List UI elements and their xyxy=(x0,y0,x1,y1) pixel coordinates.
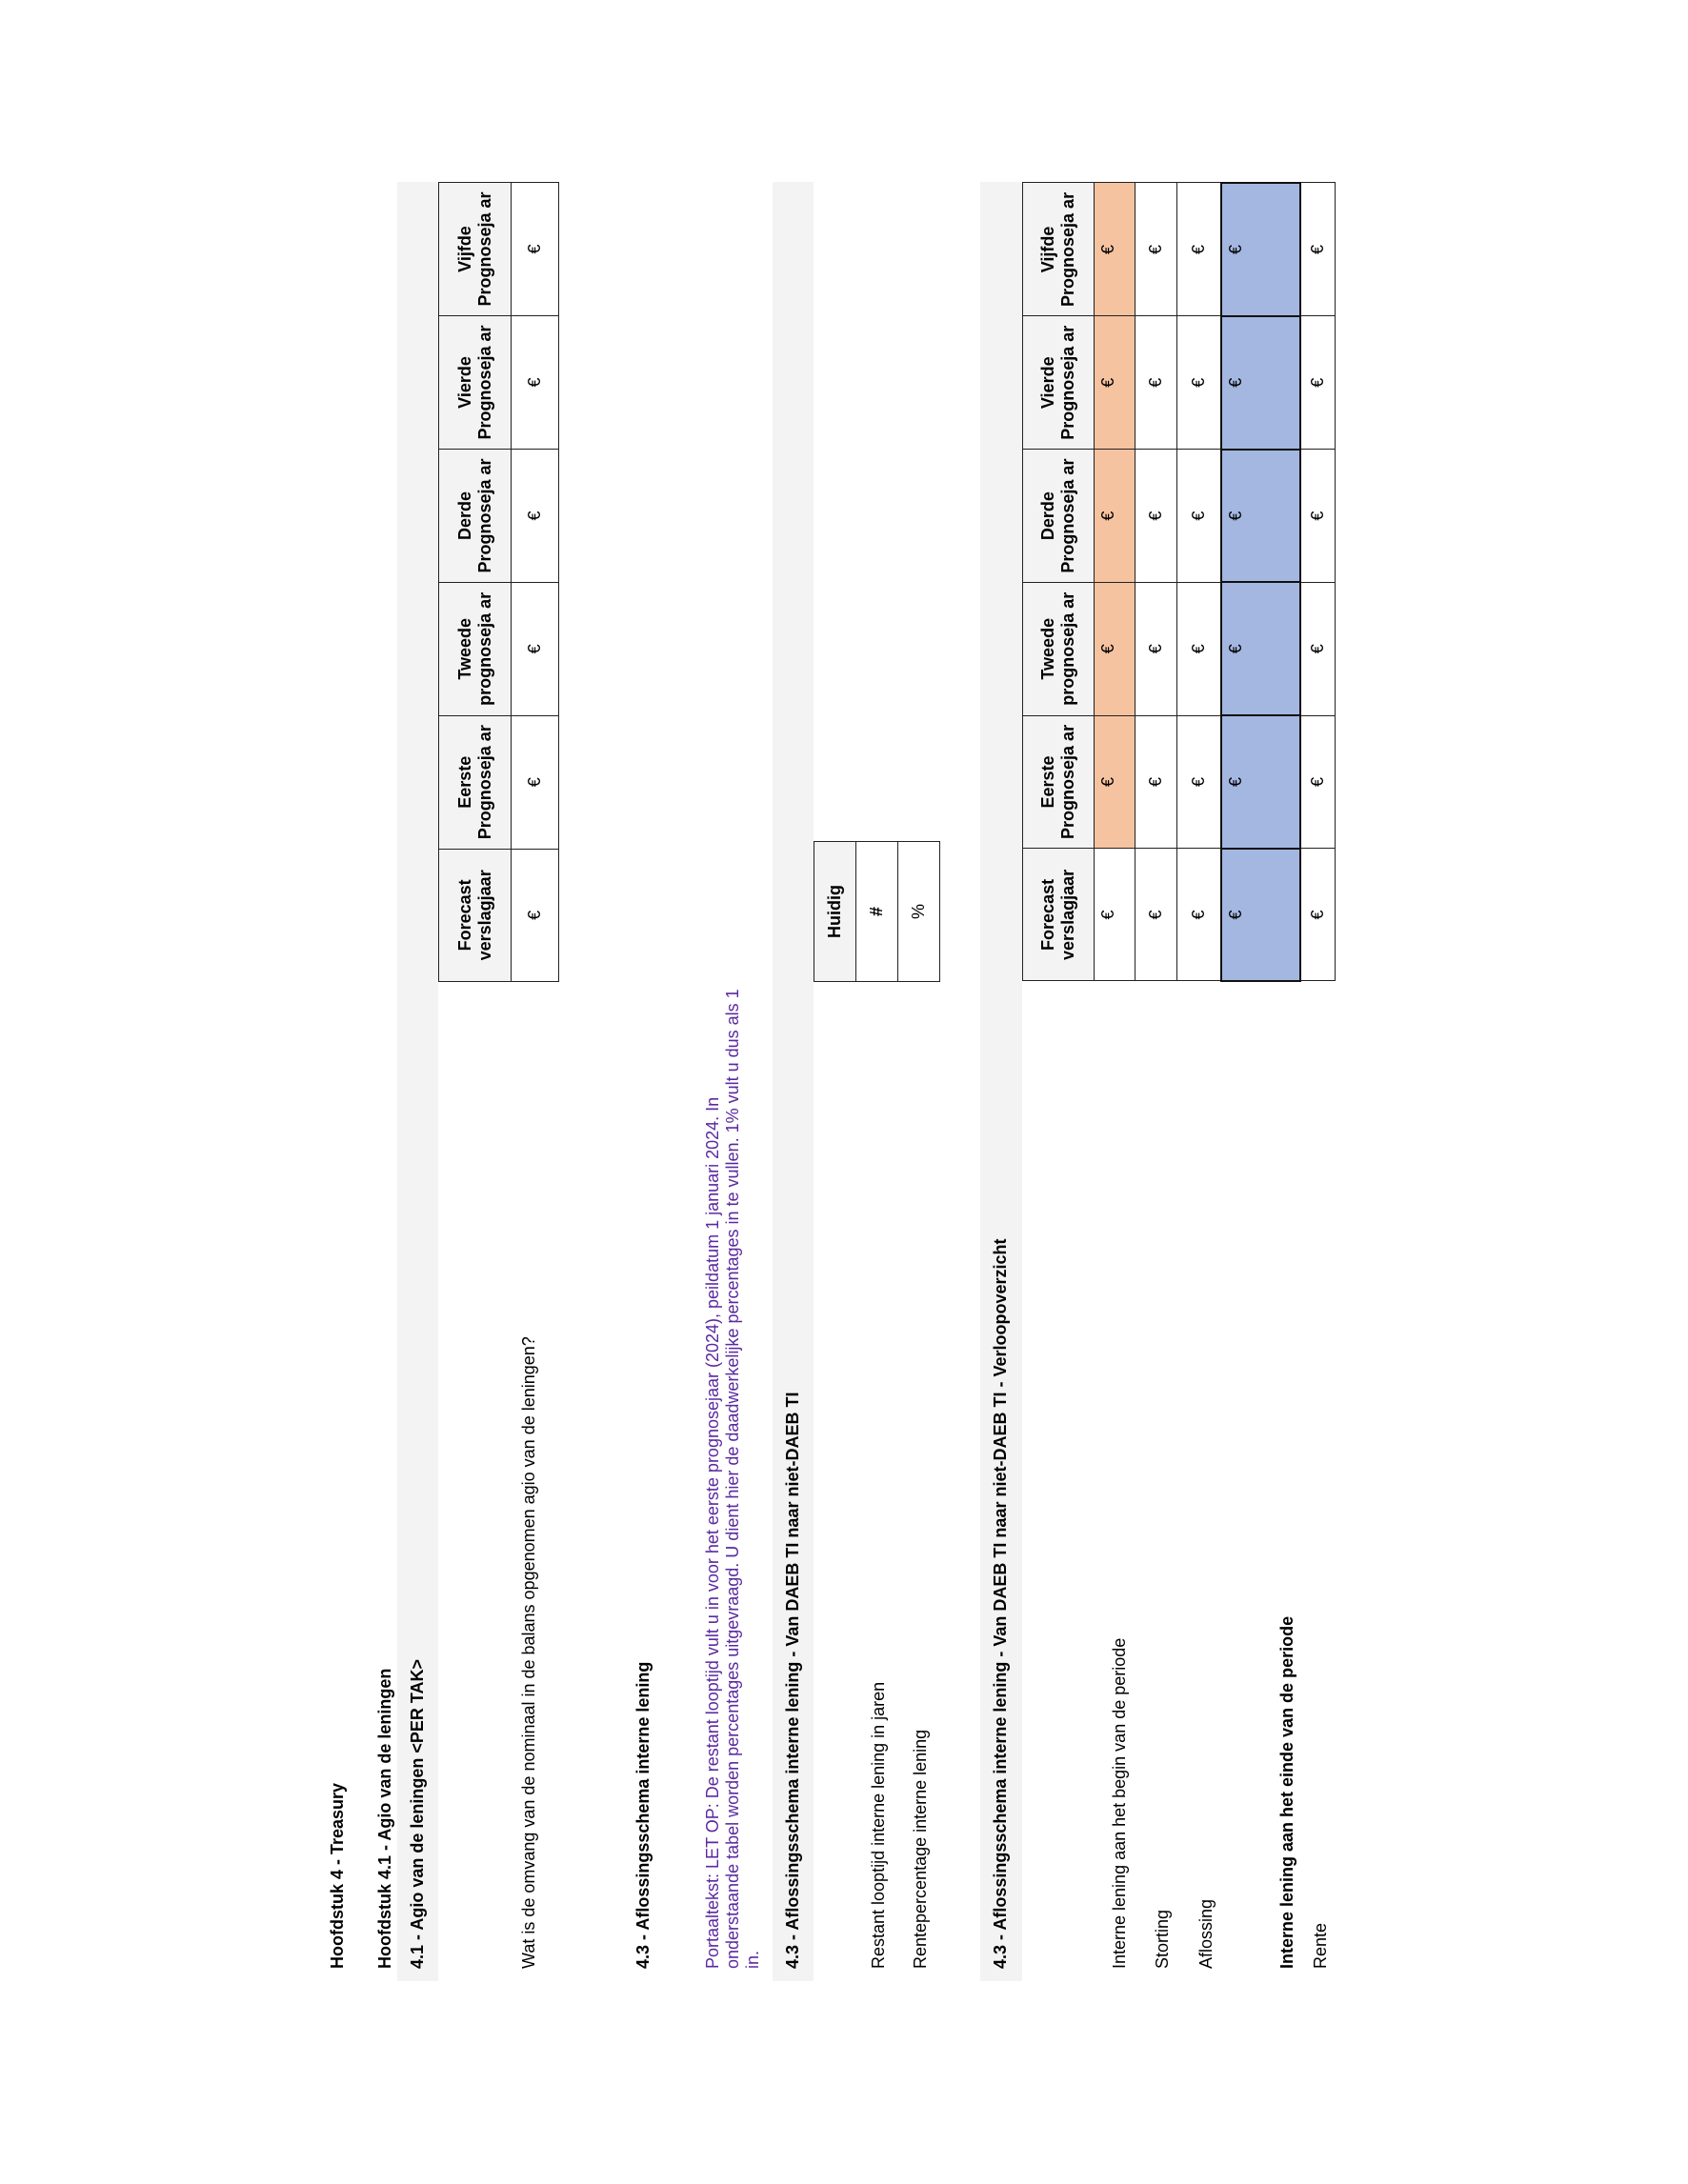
looptijd-input-cell[interactable]: # xyxy=(856,842,898,982)
row-label: Storting xyxy=(1153,1909,1172,1969)
section-43a-band xyxy=(773,182,814,1981)
row-label: Aflossing xyxy=(1196,1898,1216,1969)
table-row xyxy=(1300,183,1336,981)
row-label: Rente xyxy=(1311,1922,1330,1969)
input-cell[interactable]: € xyxy=(1300,849,1336,981)
col-header: Vierde Prognoseja ar xyxy=(1023,316,1095,450)
agio-input-cell[interactable]: € xyxy=(512,183,559,316)
row-label: Rentepercentage interne lening xyxy=(911,1729,930,1969)
input-cell[interactable]: € xyxy=(1177,183,1221,316)
col-header: Vijfde Prognoseja ar xyxy=(439,183,512,316)
agio-input-cell[interactable]: € xyxy=(512,582,559,715)
col-header: Forecast verslagjaar xyxy=(1023,849,1095,981)
input-cell[interactable]: € xyxy=(1095,450,1135,583)
table-row xyxy=(1221,183,1300,981)
calc-cell: € xyxy=(1221,715,1300,849)
input-cell[interactable]: € xyxy=(1135,316,1177,450)
col-header: Forecast verslagjaar xyxy=(439,849,512,981)
input-cell[interactable]: € xyxy=(1135,183,1177,316)
col-header: Eerste Prognoseja ar xyxy=(1023,715,1095,849)
col-header: Tweede prognoseja ar xyxy=(439,582,512,715)
calc-cell: € xyxy=(1221,450,1300,583)
input-cell[interactable]: € xyxy=(1177,849,1221,981)
calc-cell: € xyxy=(1221,849,1300,981)
input-cell[interactable]: € xyxy=(1300,450,1336,583)
col-header: Huidig xyxy=(814,842,856,982)
calc-cell: € xyxy=(1221,582,1300,715)
col-header: Derde Prognoseja ar xyxy=(439,449,512,582)
section-43a-heading: 4.3 - Aflossingsschema interne lening - Van DAEB TI naar niet-DAEB TI xyxy=(783,1392,802,1969)
input-cell[interactable]: € xyxy=(1095,715,1135,849)
input-cell[interactable]: € xyxy=(1177,715,1221,849)
input-cell[interactable]: € xyxy=(1177,450,1221,583)
agio-input-cell[interactable]: € xyxy=(512,715,559,849)
agio-input-cell[interactable]: € xyxy=(512,849,559,981)
col-header: Eerste Prognoseja ar xyxy=(439,715,512,849)
input-cell[interactable]: € xyxy=(1300,183,1336,316)
section-43b-heading: 4.3 - Aflossingsschema interne lening - Van DAEB TI naar niet-DAEB TI - Verloopoverzicht xyxy=(991,1238,1010,1969)
input-cell[interactable]: € xyxy=(1177,316,1221,450)
input-cell[interactable]: € xyxy=(1177,582,1221,715)
input-cell[interactable]: € xyxy=(1095,183,1135,316)
verloop-table xyxy=(1022,182,1336,982)
portal-text: Portaaltekst: LET OP: De restant looptijd vult u in voor het eerste prognosejaar (2024), peildatum 1 januari 2024. In onderstaande tabel worden percentages uitgevraagd. U dient hier de daadwerkelijke percentages in te vullen. 1% vult u dus als 1 in. xyxy=(703,989,762,1969)
huidig-table xyxy=(814,841,940,982)
page-title: Hoofdstuk 4 - Treasury xyxy=(328,1782,347,1969)
agio-input-cell[interactable]: € xyxy=(512,449,559,582)
rente-input-cell[interactable]: % xyxy=(898,842,940,982)
section-41-heading: 4.1 - Agio van de leningen <PER TAK> xyxy=(408,1658,427,1969)
value-cell[interactable]: € xyxy=(1095,849,1135,981)
input-cell[interactable]: € xyxy=(1095,316,1135,450)
section-43b-band xyxy=(980,182,1022,1981)
row-label: Restant looptijd interne lening in jaren xyxy=(869,1681,888,1969)
input-cell[interactable]: € xyxy=(1095,582,1135,715)
agio-input-cell[interactable]: € xyxy=(512,316,559,450)
chapter-subtitle: Hoofdstuk 4.1 - Agio van de leningen xyxy=(375,1668,394,1969)
section-41-band xyxy=(397,182,438,1981)
input-cell[interactable]: € xyxy=(1135,715,1177,849)
input-cell[interactable]: € xyxy=(1300,715,1336,849)
agio-table xyxy=(438,182,559,982)
agio-question: Wat is de omvang van de nominaal in de balans opgenomen agio van de leningen? xyxy=(519,1336,538,1969)
row-label: Interne lening aan het einde van de periode xyxy=(1277,1615,1296,1969)
calc-cell: € xyxy=(1221,183,1300,316)
table-row xyxy=(1135,183,1177,981)
input-cell[interactable]: € xyxy=(1135,450,1177,583)
col-header: Derde Prognoseja ar xyxy=(1023,450,1095,583)
input-cell[interactable]: € xyxy=(1300,316,1336,450)
table-row xyxy=(1095,183,1135,981)
section-43-heading: 4.3 - Aflossingsschema interne lening xyxy=(633,1661,653,1969)
col-header: Vijfde Prognoseja ar xyxy=(1023,183,1095,316)
input-cell[interactable]: € xyxy=(1135,582,1177,715)
input-cell[interactable]: € xyxy=(1135,849,1177,981)
col-header: Vierde Prognoseja ar xyxy=(439,316,512,450)
calc-cell: € xyxy=(1221,316,1300,450)
table-row xyxy=(1177,183,1221,981)
input-cell[interactable]: € xyxy=(1300,582,1336,715)
col-header: Tweede prognoseja ar xyxy=(1023,582,1095,715)
row-label: Interne lening aan het begin van de periode xyxy=(1110,1637,1129,1969)
